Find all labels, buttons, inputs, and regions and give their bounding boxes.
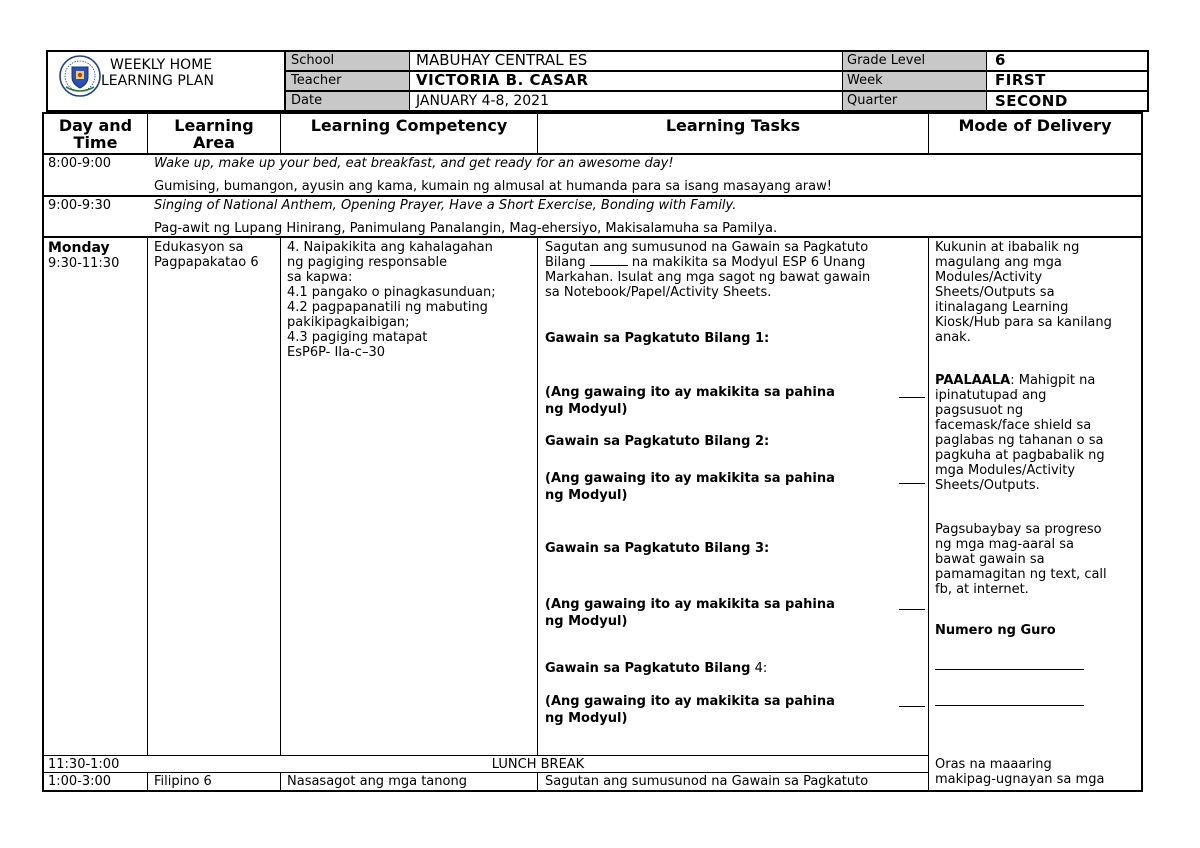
tasks-intro-line2: Bilang na makikita sa Modyul ESP 6 Unang (545, 255, 866, 270)
row2-text-en: Singing of National Anthem, Opening Prayer, Have a Short Exercise, Bonding with Family. (154, 198, 737, 213)
col-header-learning-area: Learning Area (174, 116, 254, 152)
filipino-competency: Nasasagot ang mga tanong (287, 774, 467, 789)
col-header-tasks: Learning Tasks (665, 116, 801, 135)
gawain-4-page-ref: (Ang gawaing ito ay makikita sa pahina ng Modyul) (545, 693, 925, 727)
teacher-number-line-2 (935, 705, 1084, 706)
row1-time: 8:00-9:00 (48, 156, 112, 171)
monday-competency: 4. Naipakikita ang kahalagahan ng pagiging responsable sa kapwa: 4.1 pangako o pinagkasunduan; 4.2 pagpapanatili ng mabuting pakikipagkaibigan; 4.3 pagiging matapat EsP6P- IIa-c–30 (287, 240, 496, 360)
teacher-number-label: Numero ng Guro (935, 623, 1056, 638)
monday-time: 9:30-11:30 (48, 256, 120, 271)
gawain-3-title: Gawain sa Pagkatuto Bilang 3: (545, 541, 770, 556)
col-header-competency: Learning Competency (310, 116, 508, 135)
row2-time: 9:00-9:30 (48, 198, 112, 213)
delivery-monitoring: Pagsubaybay sa progreso ng mga mag-aaral sa bawat gawain sa pamamagitan ng text, call fb, at internet. (935, 522, 1107, 597)
teacher-value: VICTORIA B. CASAR (416, 71, 589, 89)
lunch-delivery-note: Oras na maaaring makipag-ugnayan sa mga (935, 757, 1105, 787)
lunch-break-label: LUNCH BREAK (491, 757, 585, 772)
row2-text-fil: Pag-awit ng Lupang Hinirang, Panimulang Panalangin, Mag-ehersiyo, Makisalamuha sa Pamilya. (154, 221, 778, 236)
row1-text-fil: Gumising, bumangon, ayusin ang kama, kumain ng almusal at humanda para sa isang masayang araw! (154, 179, 832, 194)
grade-level-value: 6 (995, 51, 1006, 69)
grade-level-label: Grade Level (847, 53, 926, 68)
gawain-4-title: Gawain sa Pagkatuto Bilang 4: (545, 661, 768, 676)
monday-learning-area: Edukasyon sa Pagpapakatao 6 (154, 240, 259, 270)
paalaala-label: PAALAALA (935, 373, 1011, 388)
blank-line (590, 264, 628, 266)
gawain-2-page-ref: (Ang gawaing ito ay makikita sa pahina ng Modyul) (545, 470, 925, 504)
filipino-time: 1:00-3:00 (48, 774, 112, 789)
tasks-instructions (545, 240, 927, 300)
plan-title-line2: LEARNING PLAN (101, 73, 214, 89)
school-value: MABUHAY CENTRAL ES (416, 51, 588, 69)
deped-seal-icon (59, 55, 101, 97)
gawain-1-title: Gawain sa Pagkatuto Bilang 1: (545, 331, 770, 346)
col-header-day-time: Day and Time (58, 116, 133, 152)
gawain-3-page-ref: (Ang gawaing ito ay makikita sa pahina ng Modyul) (545, 596, 925, 630)
lunch-time: 11:30-1:00 (48, 757, 120, 772)
tasks-intro-line3: Markahan. Isulat ang mga sagot ng bawat gawain sa Notebook/Papel/Activity Sheets. (545, 270, 871, 300)
date-value: JANUARY 4-8, 2021 (416, 93, 549, 109)
gawain-1-page-ref: (Ang gawaing ito ay makikita sa pahina ng Modyul) (545, 384, 925, 418)
filipino-tasks: Sagutan ang sumusunod na Gawain sa Pagkatuto (545, 774, 869, 789)
filipino-area: Filipino 6 (154, 774, 212, 789)
quarter-value: SECOND (995, 92, 1068, 110)
teacher-number-line-1 (935, 669, 1084, 670)
tasks-intro-line1: Sagutan ang sumusunod na Gawain sa Pagkatuto (545, 240, 869, 255)
row1-text-en: Wake up, make up your bed, eat breakfast, and get ready for an awesome day! (154, 156, 674, 171)
col-header-delivery: Mode of Delivery (958, 116, 1112, 135)
plan-title-line1: WEEKLY HOME (110, 57, 213, 73)
date-label: Date (291, 93, 323, 108)
school-label: School (291, 53, 335, 68)
teacher-label: Teacher (291, 73, 342, 88)
delivery-paalaala: PAALAALA: Mahigpit na ipinatutupad ang pagsusuot ng facemask/face shield sa paglabas ng tahanan o sa pagkuha at pagbabalik ng mga Modules/Activity Sheets/Outputs. (935, 373, 1105, 493)
week-label: Week (847, 73, 883, 88)
quarter-label: Quarter (847, 93, 898, 108)
week-value: FIRST (995, 71, 1046, 89)
delivery-instructions: Kukunin at ibabalik ng magulang ang mga Modules/Activity Sheets/Outputs sa itinalagang Learning Kiosk/Hub para sa kanilang anak. (935, 240, 1112, 345)
monday-day: Monday (48, 240, 110, 256)
gawain-2-title: Gawain sa Pagkatuto Bilang 2: (545, 434, 770, 449)
